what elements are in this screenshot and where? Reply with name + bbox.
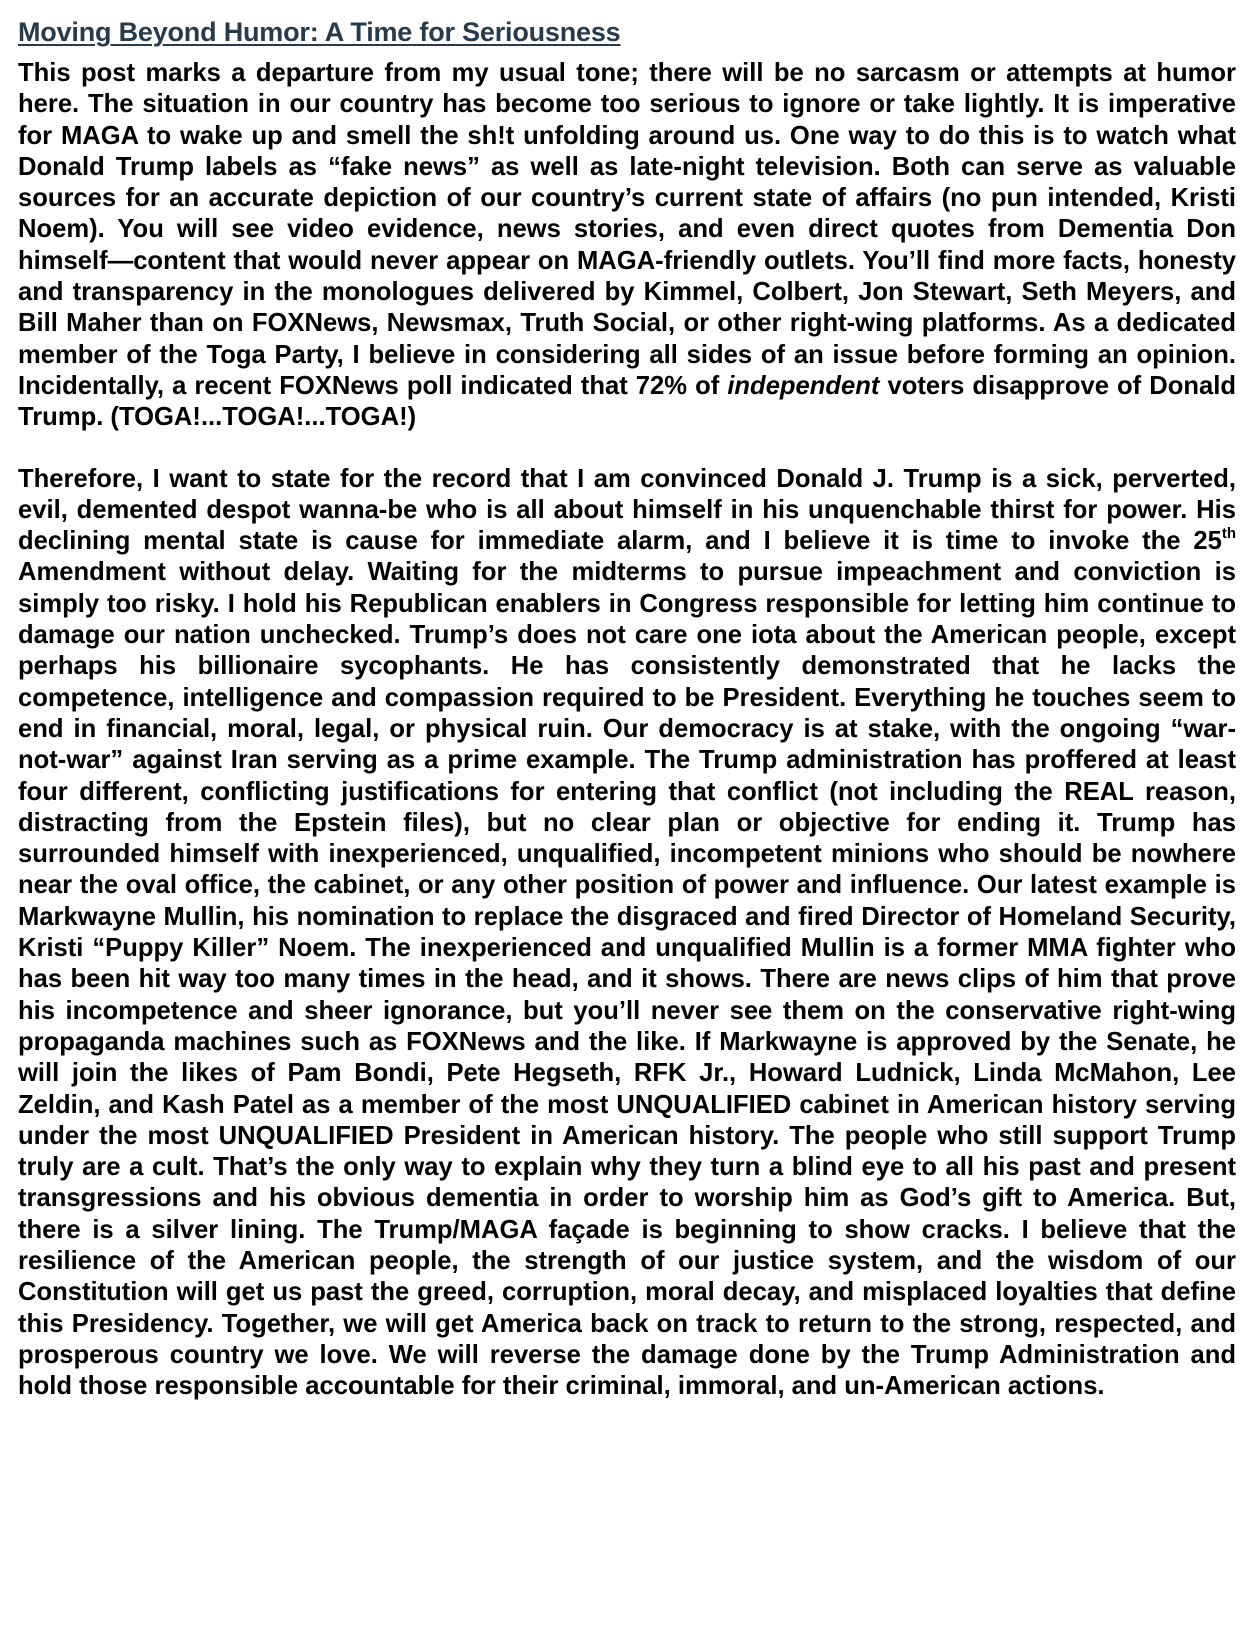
paragraph-2-text: Therefore, I want to state for the record that I am convinced Donald J. Trump is a sick, perverted, evil, demented despot wanna-be who is all about himself in his unquenchable thirst for power. His declining mental state is cause for immediate alarm, and I believe it is time to invoke the 25 (18, 464, 1236, 556)
paragraph-2-text-end: Amendment without delay. Waiting for the midterms to pursue impeachment and conviction is simply too risky. I hold his Republican enablers in Congress responsible for letting him continue to damage our nation unchecked. Trump’s does not care one iota about the American people, except perhaps his billionaire sycophants. He has consistently demonstrated that he lacks the competence, intelligence and compassion required to be President. Everything he touches seem to end in financial, moral, legal, or physical ruin. Our democracy is at stake, with the ongoing “war-not-war” against Iran serving as a prime example. The Trump administration has proffered at least four different, conflicting justifications for entering that conflict (not including the REAL reason, distracting from the Epstein files), but no clear plan or objective for ending it. Trump has surrounded himself with inexperienced, unqualified, incompetent minions who should be nowhere near the oval office, the cabinet, or any other position of power and influence. Our latest example is Markwayne Mullin, his nomination to replace the disgraced and fired Director of Homeland Security, Kristi “Puppy Killer” Noem. The inexperienced and unqualified Mullin is a former MMA fighter who has been hit way too many times in the head, and it shows. There are news clips of him that prove his incompetence and sheer ignorance, but you’ll never see them on the conservative right-wing propaganda machines such as FOXNews and the like. If Markwayne is approved by the Senate, he will join the likes of Pam Bondi, Pete Hegseth, RFK Jr., Howard Ludnick, Linda McMahon, Lee Zeldin, and Kash Patel as a member of the most UNQUALIFIED cabinet in American history serving under the most UNQUALIFIED President in American history. The people who still support Trump truly are a cult. That’s the only way to explain why they turn a blind eye to all his past and present transgressions and his obvious dementia in order to worship him as God’s gift to America. But, there is a silver lining. The Trump/MAGA façade is beginning to show cracks. I believe that the resilience of the American people, the strength of our justice system, and the wisdom of our Constitution will get us past the greed, corruption, moral decay, and misplaced loyalties that define this Presidency. Together, we will get America back on track to return to the strong, respected, and prosperous country we love. We will reverse the damage done by the Trump Administration and hold those responsible accountable for their criminal, immoral, and un-American actions. (18, 558, 1236, 1401)
paragraph-1-text: This post marks a departure from my usual tone; there will be no sarcasm or attempts at humor here. The situation in our country has become too serious to ignore or take lightly. It is imperative for MAGA to wake up and smell the sh!t unfolding around us. One way to do this is to watch what Donald Trump labels as “fake news” as well as late-night television. Both can serve as valuable sources for an accurate depiction of our country’s current state of affairs (no pun intended, Kristi Noem). You will see video evidence, news stories, and even direct quotes from Dementia Don himself—content that would never appear on MAGA-friendly outlets. You’ll find more facts, honesty and transparency in the monologues delivered by Kimmel, Colbert, Jon Stewart, Seth Meyers, and Bill Maher than on FOXNews, Newsmax, Truth Social, or other right-wing platforms. As a dedicated member of the Toga Party, I believe in considering all sides of an issue before forming an opinion. Incidentally, a recent FOXNews poll indicated that 72% of (18, 59, 1236, 400)
ordinal-superscript: th (1221, 525, 1236, 543)
paragraph-1 (18, 58, 1236, 434)
paragraph-2 (18, 464, 1236, 1403)
paragraph-1-italic-word: independent (727, 371, 880, 400)
paragraph-1-text-end: voters disapprove of Donald Trump. (TOGA!...TOGA!...TOGA!) (18, 371, 1236, 432)
document-title: Moving Beyond Humor: A Time for Seriousness (18, 17, 621, 47)
document-page (18, 14, 1236, 1402)
